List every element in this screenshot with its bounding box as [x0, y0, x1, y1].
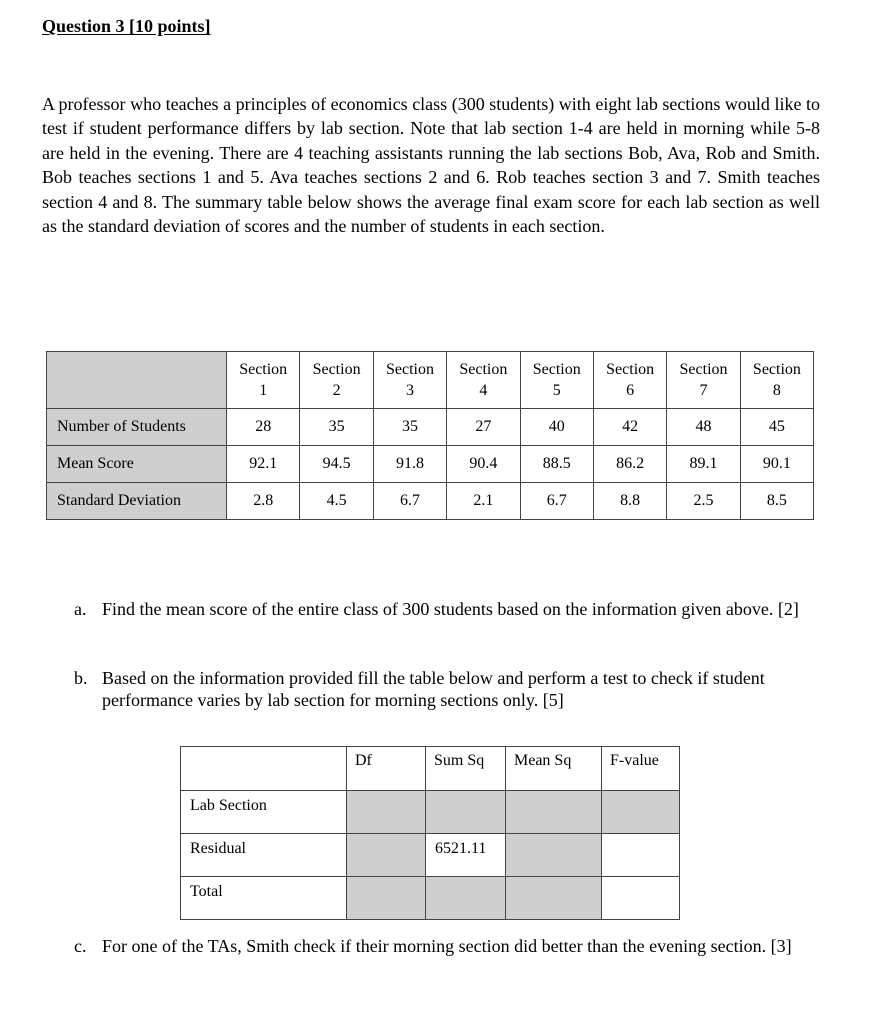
anova-table	[180, 746, 680, 920]
intro-paragraph: A professor who teaches a principles of economics class (300 students) with eight lab sections would like to test if student performance differs by lab section. Note that lab section 1-4 are held in morning while 5-8 are held in the evening. There are 4 teaching assistants running the lab sections Bob, Ava, Rob and Smith. Bob teaches sections 1 and 5. Ava teaches sections 2 and 6. Rob teaches section 3 and 7. Smith teaches section 4 and 8. The summary table below shows the average final exam score for each lab section as well as the standard deviation of scores and the number of students in each section.	[42, 94, 820, 237]
table-cell: 94.5	[300, 446, 373, 483]
anova-header-row	[181, 747, 680, 791]
table-cell: 45	[740, 409, 813, 446]
section-header-1: Section 1	[227, 352, 300, 409]
answer-cell[interactable]	[426, 877, 506, 920]
answer-cell[interactable]	[506, 791, 602, 834]
question-c-letter: c.	[74, 936, 87, 956]
table-cell: 48	[667, 409, 740, 446]
question-a	[74, 598, 804, 620]
row-label: Standard Deviation	[47, 483, 227, 520]
answer-cell[interactable]	[426, 791, 506, 834]
anova-header-df: Df	[347, 747, 426, 791]
section-header-2: Section 2	[300, 352, 373, 409]
answer-cell[interactable]	[347, 877, 426, 920]
question-heading: Question 3 [10 points]	[42, 16, 211, 36]
anova-header-f-value: F-value	[602, 747, 680, 791]
table-cell: 2.8	[227, 483, 300, 520]
summary-row-students	[47, 409, 814, 446]
question-a-letter: a.	[74, 599, 87, 619]
anova-row-residual	[181, 834, 680, 877]
answer-cell[interactable]	[506, 877, 602, 920]
table-cell: 6521.11	[426, 834, 506, 877]
section-header-7: Section 7	[667, 352, 740, 409]
table-cell: 35	[300, 409, 373, 446]
blank-cell	[602, 834, 680, 877]
row-label: Residual	[181, 834, 347, 877]
summary-row-mean	[47, 446, 814, 483]
answer-cell[interactable]	[347, 791, 426, 834]
table-cell: 6.7	[520, 483, 593, 520]
row-label: Lab Section	[181, 791, 347, 834]
table-cell: 2.5	[667, 483, 740, 520]
row-label: Number of Students	[47, 409, 227, 446]
row-label: Total	[181, 877, 347, 920]
question-c-text: For one of the TAs, Smith check if their morning section did better than the evening section. [3]	[102, 936, 792, 956]
section-header-8: Section 8	[740, 352, 813, 409]
table-cell: 89.1	[667, 446, 740, 483]
answer-cell[interactable]	[347, 834, 426, 877]
table-cell: 40	[520, 409, 593, 446]
summary-corner-cell	[47, 352, 227, 409]
section-header-5: Section 5	[520, 352, 593, 409]
blank-cell	[602, 877, 680, 920]
anova-header-sum-sq: Sum Sq	[426, 747, 506, 791]
question-b-letter: b.	[74, 668, 88, 688]
table-cell: 90.4	[447, 446, 520, 483]
anova-header-mean-sq: Mean Sq	[506, 747, 602, 791]
table-cell: 86.2	[593, 446, 666, 483]
anova-row-lab-section	[181, 791, 680, 834]
table-cell: 28	[227, 409, 300, 446]
lab-summary-table	[46, 351, 814, 520]
section-header-6: Section 6	[593, 352, 666, 409]
table-cell: 90.1	[740, 446, 813, 483]
question-c	[74, 935, 804, 957]
section-header-3: Section 3	[373, 352, 446, 409]
section-header-4: Section 4	[447, 352, 520, 409]
anova-corner-cell	[181, 747, 347, 791]
table-cell: 35	[373, 409, 446, 446]
question-b	[74, 667, 804, 711]
table-cell: 88.5	[520, 446, 593, 483]
table-cell: 92.1	[227, 446, 300, 483]
table-cell: 91.8	[373, 446, 446, 483]
table-cell: 2.1	[447, 483, 520, 520]
answer-cell[interactable]	[602, 791, 680, 834]
question-b-text: Based on the information provided fill the table below and perform a test to check if student performance varies by lab section for morning sections only. [5]	[102, 668, 765, 710]
anova-row-total	[181, 877, 680, 920]
table-cell: 8.5	[740, 483, 813, 520]
table-cell: 6.7	[373, 483, 446, 520]
table-cell: 27	[447, 409, 520, 446]
row-label: Mean Score	[47, 446, 227, 483]
table-cell: 42	[593, 409, 666, 446]
table-cell: 4.5	[300, 483, 373, 520]
answer-cell[interactable]	[506, 834, 602, 877]
question-a-text: Find the mean score of the entire class of 300 students based on the information given above. [2]	[102, 599, 799, 619]
summary-header-row	[47, 352, 814, 409]
table-cell: 8.8	[593, 483, 666, 520]
summary-row-sd	[47, 483, 814, 520]
